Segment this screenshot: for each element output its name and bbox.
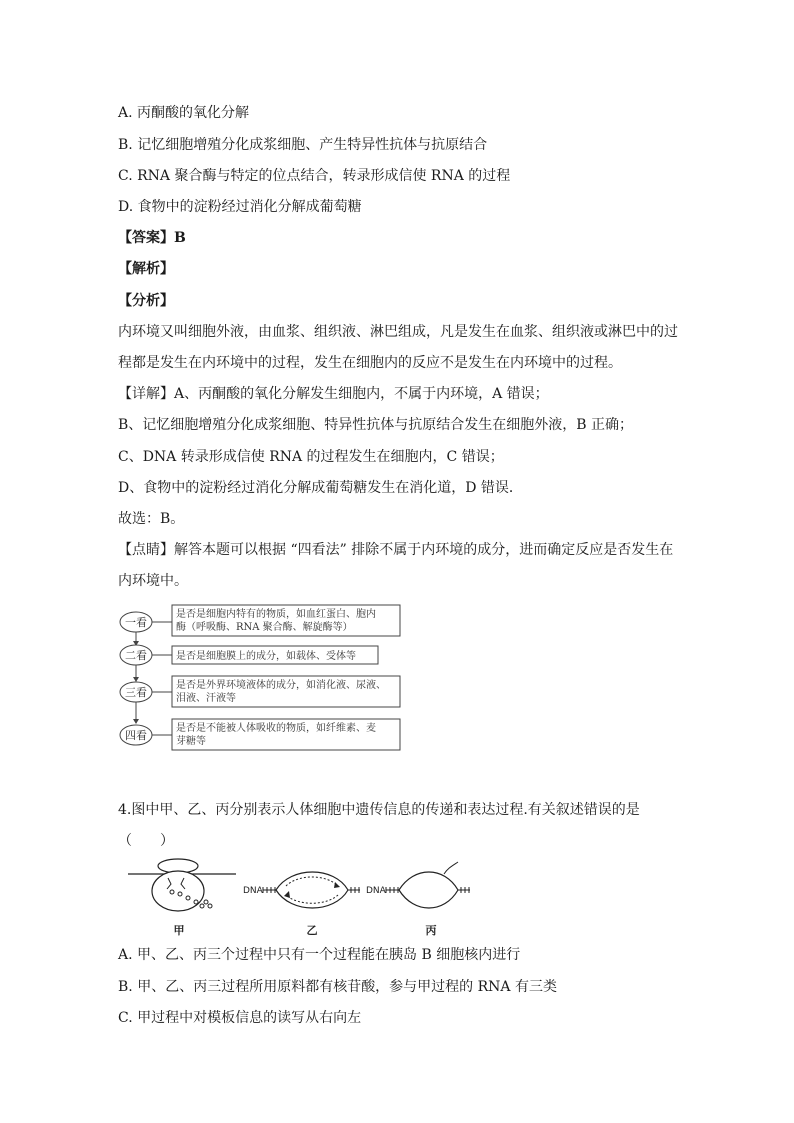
translation-figure bbox=[128, 859, 236, 937]
flow-text-3a: 是否是外界环境液体的成分，如消化液、尿液、 bbox=[176, 680, 386, 691]
option-c: C. RNA 聚合酶与特定的位点结合，转录形成信使 RNA 的过程 bbox=[118, 168, 511, 184]
label-jia: 甲 bbox=[173, 924, 185, 937]
question-4-stem: 4.图中甲、乙、丙分别表示人体细胞中遗传信息的传递和表达过程.有关叙述错误的是 bbox=[118, 802, 640, 818]
q4-option-a: A. 甲、乙、丙三个过程中只有一个过程能在胰岛 B 细胞核内进行 bbox=[118, 947, 521, 963]
fenxi-line-2: 程都是发生在内环境中的过程，发生在细胞内的反应不是发生在内环境中的过程。 bbox=[118, 355, 622, 371]
flow-row-4 bbox=[120, 719, 400, 750]
tip-line-1: 【点睛】解答本题可以根据 “四看法” 排除不属于内环境的成分，进而确定反应是否发生在 bbox=[118, 542, 674, 558]
tip-line-2: 内环境中。 bbox=[118, 573, 188, 589]
option-d: D. 食物中的淀粉经过消化分解成葡萄糖 bbox=[118, 199, 362, 215]
flow-text-1a: 是否是细胞内特有的物质，如血红蛋白、胞内 bbox=[176, 609, 376, 620]
flow-step-1: 一看 bbox=[125, 616, 147, 629]
flow-text-2a: 是否是细胞膜上的成分，如载体、受体等 bbox=[176, 651, 356, 662]
flow-row-2 bbox=[120, 645, 378, 665]
fenxi-line-1: 内环境又叫细胞外液，由血浆、组织液、淋巴组成，凡是发生在血浆、组织液或淋巴中的过 bbox=[118, 324, 678, 340]
flow-text-4a: 是否是不能被人体吸收的物质，如纤维素、麦 bbox=[176, 723, 376, 734]
detail-line-4: D、食物中的淀粉经过消化分解成葡萄糖发生在消化道，D 错误． bbox=[118, 480, 523, 496]
q4-option-c: C. 甲过程中对模板信息的读写从右向左 bbox=[118, 1010, 362, 1026]
flow-text-1b: 酶（呼吸酶、RNA 聚合酶、解旋酶等） bbox=[176, 622, 353, 633]
flow-step-2: 二看 bbox=[125, 649, 147, 662]
option-a: A. 丙酮酸的氧化分解 bbox=[118, 105, 250, 121]
fenxi-heading: 【分析】 bbox=[118, 293, 174, 309]
label-yi: 乙 bbox=[306, 924, 318, 937]
option-b: B. 记忆细胞增殖分化成浆细胞、产生特异性抗体与抗原结合 bbox=[118, 137, 488, 153]
transcription-figure bbox=[366, 862, 470, 937]
detail-line-1: 【详解】A、丙酮酸的氧化分解发生细胞内，不属于内环境，A 错误； bbox=[118, 386, 549, 402]
flow-text-3b: 泪液、汗液等 bbox=[176, 693, 236, 704]
replication-figure bbox=[243, 872, 360, 937]
label-bing: 丙 bbox=[425, 924, 437, 937]
question-4-paren: （ ） bbox=[118, 833, 174, 849]
transcription-diagram bbox=[126, 858, 486, 938]
analysis-heading: 【解析】 bbox=[118, 261, 174, 277]
choice-line: 故选：B。 bbox=[118, 511, 185, 527]
flow-step-4: 四看 bbox=[125, 729, 147, 742]
dna-label-2: DNA bbox=[366, 886, 386, 896]
answer-line: 【答案】B bbox=[118, 230, 186, 246]
detail-line-2: B、记忆细胞增殖分化成浆细胞、特异性抗体与抗原结合发生在细胞外液，B 正确； bbox=[118, 417, 634, 433]
flow-step-3: 三看 bbox=[125, 686, 147, 699]
flow-text-4b: 芽糖等 bbox=[176, 736, 206, 747]
four-look-diagram bbox=[116, 602, 406, 756]
detail-line-3: C、DNA 转录形成信使 RNA 的过程发生在细胞内，C 错误； bbox=[118, 449, 504, 465]
flow-row-1 bbox=[120, 605, 400, 636]
flow-row-3 bbox=[120, 676, 400, 707]
dna-label-1: DNA bbox=[243, 886, 263, 896]
q4-option-b: B. 甲、乙、丙三过程所用原料都有核苷酸，参与甲过程的 RNA 有三类 bbox=[118, 979, 557, 995]
